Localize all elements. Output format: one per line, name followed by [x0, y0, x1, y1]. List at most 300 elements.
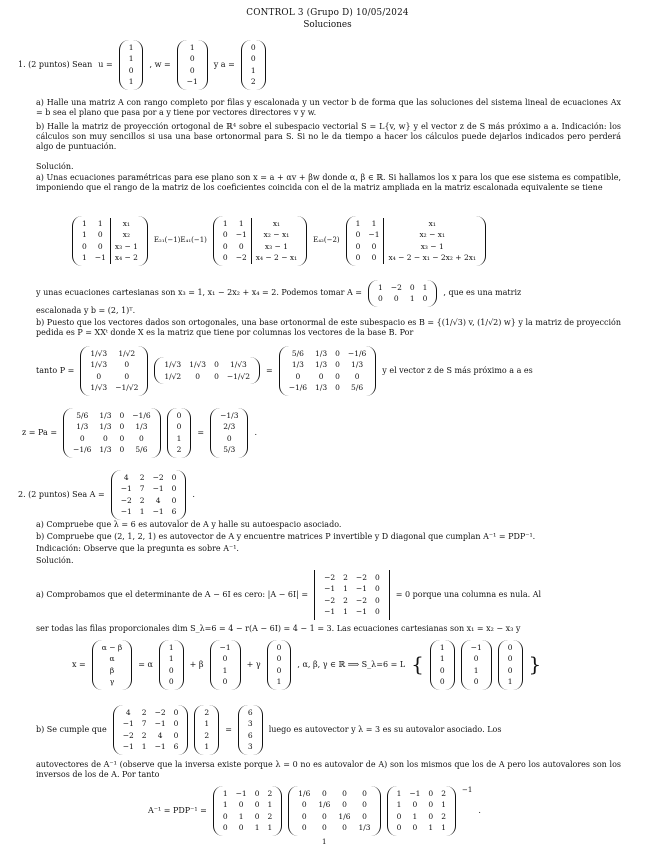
- q1-solution-b: b) Puesto que los vectores dados son ortogonales, una base ortonormal de este subespacio es B = {(1/√3) v, (1/√2) w} y la matriz de proyección pedida es P = XXᵗ donde X es la matriz que tiene por columnas los vectores de la base B. Por: [36, 318, 621, 337]
- matrix-entry: α − β: [101, 643, 123, 652]
- matrix-row: [173, 421, 186, 432]
- q1-part-b: b) Halle la matriz de proyección ortogonal de ℝ⁴ sobre el subespacio vectorial S = L{v, w} y el vector z de S más próximo a a. Indicación: los cálculos son muy sencillos si usa una base ortonormal para S. Si no le da tiempo a hacer los cálculos puede dejarlos indicados pero perderá algo de puntuación.: [36, 122, 621, 151]
- eigenvector-result: [238, 705, 263, 755]
- matrix-entry: 1/3: [99, 422, 112, 432]
- matrix-entry: 1: [276, 677, 282, 687]
- eq-beta: + β: [189, 659, 204, 669]
- matrix-row: [244, 730, 257, 741]
- matrix-entry: 2: [139, 495, 145, 505]
- matrix-entry: 2: [267, 789, 273, 798]
- matrix-entry: 0: [374, 573, 380, 582]
- matrix-entry: 0: [254, 811, 260, 821]
- matrix-row: [320, 595, 384, 606]
- matrix-entry: 0: [335, 371, 340, 381]
- matrix-entry: x₁: [428, 219, 436, 228]
- matrix-row: [393, 799, 450, 810]
- matrix-entry: 1: [355, 219, 361, 228]
- matrix-entry: 0: [176, 422, 182, 432]
- matrix-entry: 1: [238, 811, 244, 821]
- matrix-entry: 0: [254, 789, 260, 798]
- matrix-row: [294, 811, 374, 822]
- matrix-entry: 0: [301, 823, 307, 833]
- matrix-entry: 2: [343, 573, 348, 582]
- matrix-entry: 1: [439, 654, 445, 664]
- matrix-entry: −2: [324, 595, 336, 605]
- matrix-row: [119, 707, 183, 718]
- matrix-entry: −2: [355, 573, 367, 582]
- span-vector-2: [461, 640, 492, 690]
- matrix-entry: 0: [173, 730, 179, 740]
- augmented-matrix-2: [213, 216, 307, 266]
- matrix-row: [78, 218, 142, 229]
- matrix-entry: 1: [222, 219, 228, 228]
- matrix-entry: 1: [441, 800, 446, 810]
- matrix-row: [200, 707, 213, 718]
- determinant-matrix: [314, 570, 390, 620]
- matrix-entry: 0: [276, 643, 282, 652]
- matrix-entry: 7: [141, 719, 147, 729]
- matrix-row: [183, 42, 202, 53]
- matrix-entry: 0: [355, 241, 361, 251]
- matrix-row: [125, 42, 138, 53]
- matrix-row: [374, 282, 431, 293]
- q1-solution-a: a) Unas ecuaciones paramétricas para ese plano son x = a + αv + βw donde α, β ∈ ℝ. Si hallamos los x para los que ese sistema es compatible, imponiendo que el rango de la matriz de los coeficientes coincida con el de la matriz ampliada en la matriz escalonada equivalente se tiene: [36, 173, 621, 192]
- matrix-entry: −2: [232, 252, 252, 263]
- matrix-entry: 6: [173, 742, 179, 752]
- matrix-entry: 0: [321, 823, 327, 833]
- matrix-row: [125, 76, 138, 87]
- matrix-entry: −2: [154, 708, 166, 717]
- p-tail: y el vector z de S más próximo a a es: [382, 365, 533, 375]
- matrix-entry: 0: [103, 433, 108, 443]
- matrix-row: [285, 348, 371, 359]
- matrix-entry: −1: [232, 229, 252, 240]
- matrix-entry: 0: [342, 789, 347, 798]
- vector-z: [210, 408, 248, 458]
- matrix-entry: 0: [301, 811, 307, 821]
- matrix-entry: γ: [109, 677, 115, 687]
- matrix-entry: 4: [157, 730, 163, 740]
- vector-u: [119, 40, 144, 90]
- matrix-row: [119, 730, 183, 741]
- matrix-P-q2-inv: [387, 786, 456, 836]
- vector-a-2: [167, 408, 192, 458]
- q2-solution-b-post: luego es autovector y λ = 3 es su autovalor asociado. Los: [268, 724, 502, 734]
- q2-part-b: b) Compruebe que (2, 1, 2, 1) es autovector de A y encuentre matrices P invertible y D diagonal que cumplan A⁻¹ = PDP⁻¹.: [36, 532, 536, 541]
- matrix-entry: 5/6: [351, 383, 364, 393]
- matrix-entry: 5/3: [223, 445, 236, 455]
- matrix-entry: −1: [355, 607, 367, 617]
- matrix-entry: 0: [473, 677, 479, 687]
- matrix-entry: 0: [422, 294, 428, 304]
- matrix-entry: −1: [120, 484, 132, 494]
- cartesian-tail: , que es una matriz: [443, 288, 522, 298]
- u-name: u =: [98, 59, 113, 69]
- matrix-row: [216, 410, 242, 421]
- matrix-entry: 1: [409, 294, 415, 304]
- inverse-text: autovectores de A⁻¹ (observe que la inversa existe porque λ = 0 no es autovalor de A) son los mismos que los de A pero los autovalores son los inversos de los de A. Por tanto: [36, 760, 621, 779]
- matrix-Xt: [154, 357, 260, 384]
- matrix-entry: 1: [204, 742, 210, 752]
- matrix-entry: 2: [141, 730, 147, 740]
- matrix-A-check: [113, 705, 189, 755]
- matrix-entry: 0: [171, 495, 177, 505]
- matrix-entry: −1/6: [288, 383, 308, 393]
- matrix-entry: x₂ − x₁: [263, 230, 290, 240]
- matrix-entry: 0: [79, 433, 85, 443]
- matrix-row: [119, 718, 183, 729]
- matrix-entry: 1: [189, 43, 195, 52]
- matrix-entry: 1/√3: [90, 349, 108, 358]
- matrix-row: [216, 444, 242, 455]
- matrix-entry: 1: [396, 800, 402, 810]
- inverse-exponent: −1: [461, 786, 473, 794]
- matrix-row: [117, 472, 181, 483]
- matrix-P-2: [63, 408, 161, 458]
- matrix-row: [393, 811, 450, 822]
- q1-solution-label: Solución.: [36, 162, 74, 171]
- matrix-entry: 0: [507, 643, 513, 652]
- matrix-row: [294, 822, 374, 833]
- matrix-entry: 0: [128, 65, 134, 75]
- matrix-entry: 4: [155, 495, 161, 505]
- matrix-entry: 0: [321, 811, 327, 821]
- vector-x: [92, 640, 132, 690]
- matrix-entry: 1: [82, 230, 87, 240]
- matrix-entry: 1: [267, 800, 273, 810]
- matrix-row: [504, 642, 517, 653]
- w-name: , w =: [149, 59, 171, 69]
- matrix-entry: 1/6: [318, 800, 331, 810]
- z-line: z = Pa = 5/6 1/3 0 −1/6 1/3 1/3 0 1/3 0 0 0 0 −1/6 1/3 0 5/6 0 0 1 2 = −1/3 2/3 0 5/3 .: [22, 408, 257, 458]
- matrix-entry: 0: [222, 230, 228, 240]
- matrix-row: [504, 676, 517, 687]
- matrix-entry: 1: [141, 742, 147, 752]
- matrix-entry: 0: [250, 43, 256, 52]
- document-title: CONTROL 3 (Grupo D) 10/05/2024: [246, 8, 409, 18]
- matrix-entry: 1: [128, 54, 134, 64]
- matrix-entry: 2: [176, 445, 182, 455]
- matrix-entry: 0: [374, 595, 380, 605]
- matrix-entry: 2: [204, 708, 210, 717]
- matrix-row: [216, 642, 235, 653]
- matrix-entry: x₃ − 1: [114, 241, 138, 251]
- matrix-entry: 0: [393, 294, 399, 304]
- matrix-row: [183, 65, 202, 76]
- q2-label: 2. (2 puntos) Sea A =: [18, 489, 105, 499]
- matrix-entry: 1: [343, 584, 348, 594]
- matrix-entry: 0: [342, 823, 347, 833]
- matrix-entry: 0: [276, 665, 282, 675]
- matrix-entry: 1/3: [315, 383, 328, 393]
- matrix-entry: 3: [247, 719, 253, 729]
- matrix-entry: −1: [152, 507, 164, 517]
- eq-alpha: = α: [138, 659, 153, 669]
- q2-part-a: a) Compruebe que λ = 6 es autovalor de A y halle su autoespacio asociado.: [36, 520, 342, 529]
- row-op-2: E₄₂(−2): [313, 236, 340, 245]
- matrix-entry: 1: [222, 665, 228, 675]
- matrix-row: [244, 718, 257, 729]
- matrix-A-q1: [368, 280, 437, 307]
- matrix-row: [86, 382, 142, 393]
- matrix-entry: 1: [91, 218, 111, 229]
- basis-vector-1: [159, 640, 184, 690]
- matrix-entry: 1: [82, 219, 87, 228]
- matrix-entry: 1: [439, 643, 445, 652]
- matrix-row: [436, 665, 449, 676]
- matrix-row: [86, 359, 142, 370]
- matrix-row: [117, 495, 181, 506]
- matrix-entry: −1: [186, 77, 198, 87]
- matrix-row: [165, 642, 178, 653]
- matrix-entry: 0: [139, 433, 144, 443]
- matrix-entry: 0: [168, 665, 174, 675]
- matrix-entry: 0: [173, 719, 179, 729]
- matrix-row: [436, 653, 449, 664]
- matrix-entry: 1: [412, 811, 418, 821]
- matrix-entry: β: [109, 665, 115, 675]
- matrix-entry: 0: [119, 433, 125, 443]
- matrix-row: [173, 433, 186, 444]
- matrix-entry: 1: [204, 719, 210, 729]
- matrix-entry: 0: [250, 54, 256, 64]
- matrix-entry: 1: [222, 800, 228, 810]
- matrix-entry: −1: [120, 507, 132, 517]
- cartesian-text: y unas ecuaciones cartesianas son x₃ = 1, x₁ − 2x₂ + x₄ = 2. Podemos tomar A =: [36, 288, 362, 298]
- matrix-entry: 0: [226, 433, 232, 443]
- matrix-entry: x₄ − 2 − x₁: [255, 253, 298, 263]
- matrix-entry: 0: [412, 800, 418, 810]
- matrix-entry: 0: [91, 241, 111, 252]
- matrix-row: [200, 718, 213, 729]
- matrix-row: [393, 822, 450, 833]
- matrix-entry: 1/√3: [229, 360, 247, 370]
- matrix-row: [247, 42, 260, 53]
- matrix-entry: 1: [250, 65, 256, 75]
- matrix-entry: 7: [139, 484, 145, 494]
- matrix-row: [200, 741, 213, 752]
- matrix-entry: −2: [152, 473, 164, 482]
- matrix-row: [216, 653, 235, 664]
- matrix-entry: −1: [91, 252, 111, 263]
- matrix-entry: 0: [222, 823, 228, 833]
- matrix-entry: 1: [168, 643, 174, 652]
- matrix-row: [173, 444, 186, 455]
- matrix-D: [288, 786, 380, 836]
- matrix-entry: 0: [335, 349, 340, 358]
- matrix-row: [78, 252, 142, 263]
- matrix-entry: 0: [374, 584, 380, 594]
- matrix-row: [247, 65, 260, 76]
- matrix-row: [98, 642, 126, 653]
- matrix-entry: 1: [343, 607, 348, 617]
- matrix-P-q2: [213, 786, 282, 836]
- matrix-entry: 6: [247, 708, 253, 717]
- matrix-entry: 0: [276, 654, 282, 664]
- matrix-row: [125, 53, 138, 64]
- matrix-entry: 0: [439, 677, 445, 687]
- matrix-entry: 1: [422, 283, 428, 292]
- matrix-entry: −2: [120, 495, 132, 505]
- escalonada-text: escalonada y b = (2, 1)ᵀ.: [36, 306, 136, 315]
- matrix-entry: 0: [362, 800, 367, 810]
- matrix-entry: 0: [301, 800, 307, 810]
- matrix-entry: 4: [125, 708, 131, 717]
- matrix-row: [117, 483, 181, 494]
- matrix-entry: 2: [250, 77, 256, 87]
- matrix-entry: −1: [324, 584, 336, 594]
- matrix-X: [80, 346, 148, 396]
- matrix-row: [273, 665, 286, 676]
- matrix-entry: α: [109, 654, 115, 664]
- q2-solution-a: a) Comprobamos que el determinante de A − 6I es cero: |A − 6I| =: [36, 589, 309, 599]
- matrix-entry: 0: [321, 789, 327, 798]
- matrix-entry: 1: [378, 283, 383, 292]
- matrix-row: [98, 676, 126, 687]
- matrix-entry: 1/√2: [118, 349, 136, 358]
- matrix-entry: 0: [364, 241, 384, 252]
- q2-solution-label: Solución.: [36, 556, 74, 565]
- matrix-entry: 0: [428, 800, 434, 810]
- matrix-row: [78, 229, 142, 240]
- matrix-entry: 0: [168, 677, 174, 687]
- matrix-entry: 2: [267, 811, 273, 821]
- matrix-entry: 5/6: [76, 411, 89, 420]
- determinant-tail: = 0 porque una columna es nula. Al: [395, 589, 542, 599]
- matrix-entry: 5/6: [135, 445, 148, 455]
- matrix-entry: 1/√3: [90, 383, 108, 393]
- matrix-entry: 1/3: [315, 349, 328, 358]
- q2-hint: Indicación: Observe que la pregunta es sobre A⁻¹.: [36, 544, 239, 553]
- matrix-entry: 1/√3: [189, 360, 207, 370]
- matrix-entry: 1: [139, 507, 145, 517]
- matrix-entry: 0: [119, 445, 125, 455]
- matrix-row: [69, 421, 155, 432]
- matrix-entry: 1: [507, 677, 513, 687]
- page-number: 1: [322, 838, 327, 846]
- dimension-text: ser todas las filas proporcionales dim S_λ=6 = 4 − r(A − 6I) = 4 − 1 = 3. Las ecuaciones cartesianas son x₁ = x₂ − x₃ y: [36, 624, 521, 633]
- eigenvector-check-line: b) Se cumple que 4 2 −2 0 −1 7 −1 0 −2 2 4 0 −1 1 −1 6 2 1 2 1 = 6 3 6 3 luego es autovector y λ = 3 es su autovalor asociado. Los: [36, 705, 501, 755]
- matrix-entry: −2: [122, 730, 134, 740]
- matrix-row: [285, 359, 371, 370]
- inverse-line: A⁻¹ = PDP⁻¹ = 1 −1 0 2 1 0 0 1 0 1 0 2 0 0 1 1 1/6 0 0 0 0 1/6 0 0 0 0 1/6 0 0 0 0 1/3 1 −1 0 2 1 0 0 1 0 1 0 2 0 0 1 1 −1 .: [148, 786, 481, 836]
- matrix-row: [78, 241, 142, 252]
- matrix-entry: 1/3: [315, 360, 328, 370]
- matrix-row: [173, 410, 186, 421]
- matrix-A-q2: [111, 470, 187, 520]
- matrix-entry: 1: [473, 665, 479, 675]
- matrix-row: [352, 229, 480, 240]
- matrix-entry: −1/√2: [226, 371, 250, 381]
- matrix-entry: 0: [195, 371, 201, 381]
- matrix-entry: −1: [122, 742, 134, 752]
- matrix-row: [69, 433, 155, 444]
- matrix-entry: 1/3: [358, 823, 371, 833]
- matrix-entry: x₃ − 1: [420, 241, 444, 251]
- matrix-entry: 0: [238, 800, 244, 810]
- matrix-entry: 0: [124, 371, 130, 381]
- matrix-entry: 0: [222, 253, 228, 263]
- matrix-entry: 0: [189, 65, 195, 75]
- matrix-entry: 3: [247, 742, 253, 752]
- matrix-entry: 0: [396, 811, 402, 821]
- a-name: y a =: [213, 59, 235, 69]
- document-subtitle: Soluciones: [303, 20, 352, 30]
- matrix-row: [160, 359, 254, 370]
- matrix-entry: 2: [343, 595, 348, 605]
- matrix-row: [467, 653, 486, 664]
- matrix-row: [160, 371, 254, 382]
- matrix-entry: 0: [119, 422, 125, 432]
- matrix-entry: −1: [219, 643, 231, 652]
- matrix-row: [86, 371, 142, 382]
- matrix-row: [294, 788, 374, 799]
- matrix-row: [504, 665, 517, 676]
- matrix-entry: −1: [152, 484, 164, 494]
- matrix-row: [320, 583, 384, 594]
- matrix-entry: 1: [428, 823, 434, 833]
- matrix-entry: 0: [362, 789, 367, 798]
- matrix-row: [504, 653, 517, 664]
- matrix-entry: 0: [354, 371, 360, 381]
- matrix-entry: 1/3: [135, 422, 148, 432]
- matrix-row: [273, 653, 286, 664]
- matrix-entry: 0: [176, 411, 182, 420]
- matrix-row: [86, 348, 142, 359]
- tanto-label: tanto P =: [36, 365, 75, 375]
- matrix-entry: −2: [324, 573, 336, 582]
- matrix-entry: 0: [232, 241, 252, 252]
- matrix-entry: 2: [204, 730, 210, 740]
- matrix-entry: 1: [128, 43, 134, 52]
- q1-part-a: a) Halle una matriz A con rango completo por filas y escalonada y un vector b de forma que las soluciones del sistema lineal de ecuaciones Ax = b sea el plano que pasa por a y tiene por vectores directores v y w.: [36, 98, 621, 117]
- matrix-row: [285, 382, 371, 393]
- determinant-line: [36, 570, 541, 620]
- matrix-row: [183, 53, 202, 64]
- matrix-row: [117, 506, 181, 517]
- matrix-entry: 0: [173, 708, 179, 717]
- matrix-entry: 1/√3: [164, 360, 182, 370]
- matrix-row: [219, 822, 276, 833]
- matrix-entry: x₁: [122, 219, 130, 228]
- matrix-entry: 1/√3: [90, 360, 108, 370]
- matrix-entry: 1/3: [351, 360, 364, 370]
- matrix-row: [320, 606, 384, 617]
- matrix-entry: 0: [222, 241, 228, 251]
- matrix-entry: 0: [362, 811, 367, 821]
- matrix-row: [69, 410, 155, 421]
- projection-matrix-line: tanto P = 1/√3 1/√2 1/√3 0 0 0 1/√3 −1/√2 1/√3 1/√3 0 1/√3 1/√2 0 0 −1/√2 = 5/6 1/3 0 −1/6 1/3 1/3 0 1/3 0 0 0 0 −1/6 1/3 0 5/6 y el vector z de S más próximo a a es: [36, 346, 533, 396]
- basis-vector-3: [267, 640, 292, 690]
- matrix-entry: 0: [171, 484, 177, 494]
- matrix-entry: 0: [428, 789, 434, 798]
- matrix-entry: x₂: [122, 230, 130, 240]
- cartesian-line: [36, 280, 521, 307]
- matrix-entry: 0: [364, 252, 384, 263]
- matrix-entry: 1/√2: [164, 371, 182, 381]
- matrix-row: [320, 572, 384, 583]
- eq-gamma: + γ: [246, 659, 261, 669]
- augmented-matrix-1: [72, 216, 148, 266]
- matrix-row: [219, 229, 301, 240]
- matrix-entry: −1: [122, 719, 134, 729]
- matrix-entry: 1: [82, 253, 87, 263]
- matrix-row: [273, 642, 286, 653]
- matrix-entry: 0: [254, 800, 260, 810]
- matrix-row: [216, 665, 235, 676]
- matrix-entry: 1/6: [298, 789, 311, 798]
- matrix-entry: 0: [412, 823, 418, 833]
